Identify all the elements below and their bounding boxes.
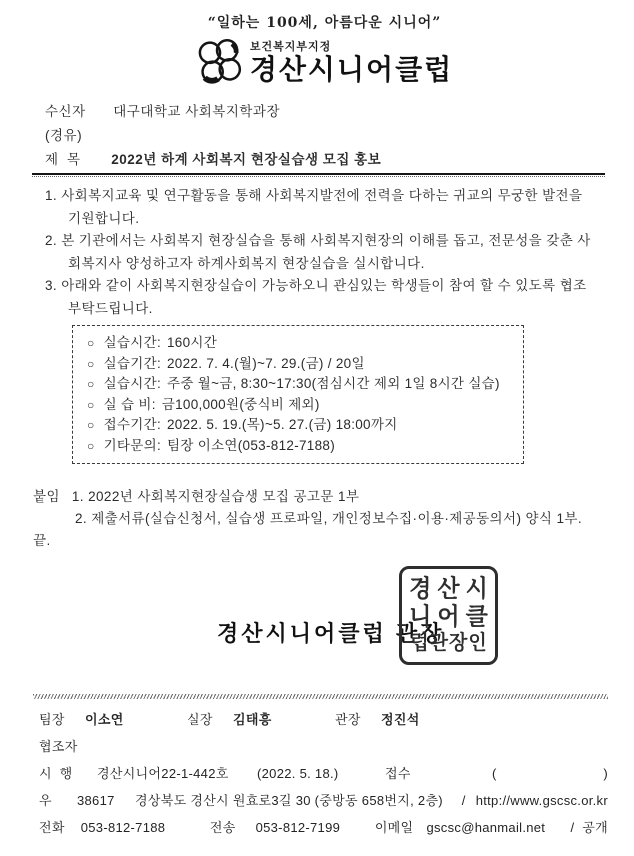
paragraph-line: 회복지사 양성하고자 하계사회복지 현장실습을 실시합니다. [68, 255, 425, 271]
recipient-value: 대구대학교 사회복지학과장 [113, 104, 281, 119]
attachment-row [45, 508, 604, 530]
receipt-paren-open: ( [492, 766, 497, 781]
slogan-text: “일하는 100세, 아름다운 시니어” [207, 15, 442, 31]
approver-name: 정진석 [381, 712, 420, 727]
list-item [87, 395, 515, 416]
seal-text-row: 경산시 [409, 573, 494, 602]
item-label: 실습시간 [103, 335, 157, 350]
item-colon: : [151, 396, 156, 412]
via-line [45, 124, 604, 148]
receipt-paren-close: ) [603, 766, 608, 781]
tel-label: 전화 [39, 820, 65, 835]
document-end-mark: 끝. [33, 533, 51, 548]
approver-role: 관장 [335, 712, 361, 727]
paragraph-line: 3. 아래와 같이 사회복지현장실습이 가능하오니 관심있는 학생들이 참여 할 수 있도록 협조 [45, 278, 587, 293]
cooperator-row [39, 733, 608, 760]
paragraph [45, 230, 604, 275]
cooperator-label: 협조자 [39, 739, 78, 754]
footer-hatched-divider [33, 694, 608, 699]
attachments-section [33, 486, 604, 552]
item-value: 주중 월~금, 8:30~17:30(점심시간 제외 1일 8시간 실습) [167, 376, 500, 391]
contact-row [39, 814, 608, 841]
postal-label: 우 [39, 793, 52, 808]
fax-label: 전송 [209, 820, 236, 835]
attachments-label: 붙임 [33, 489, 60, 504]
document-footer [39, 706, 608, 841]
postal-code: 38617 [77, 793, 115, 808]
issuance-date: (2022. 5. 18.) [257, 766, 339, 781]
receipt-blank [492, 760, 608, 787]
list-item [87, 354, 515, 375]
list-item [87, 415, 515, 436]
org-logo [45, 38, 604, 88]
item-value: 금100,000원(중식비 제외) [161, 396, 320, 412]
list-item [87, 374, 515, 395]
address-row [39, 787, 608, 814]
practicum-info-box [72, 325, 524, 464]
circle-bullet-icon: ○ [87, 356, 95, 371]
via-label: (경유) [45, 128, 83, 143]
item-value: 2022. 7. 4.(월)~7. 29.(금) / 20일 [167, 355, 365, 371]
seal-text-row: 니어클 [409, 601, 494, 630]
receipt-label: 접수 [385, 766, 411, 781]
circle-bullet-icon: ○ [87, 397, 95, 412]
address-text: 경상북도 경산시 원효로3길 30 (중방동 658번지, 2층) [135, 793, 443, 808]
item-label: 접수기간 [103, 417, 157, 432]
tel-number: 053-812-7188 [80, 820, 166, 835]
website-url: http://www.gscsc.or.kr [475, 793, 608, 808]
approvers-row [39, 706, 608, 733]
issuance-row [39, 760, 608, 787]
item-label: 실습기간 [103, 355, 157, 371]
paragraph-line: 부탁드립니다. [68, 300, 153, 316]
attachment-row [33, 486, 604, 508]
item-value: 160시간 [167, 335, 218, 350]
attachment-item: 2. 제출서류(실습신청서, 실습생 프로파일, 개인정보수집·이용·제공동의서) 양식 1부. [75, 511, 583, 526]
subject-line [45, 148, 604, 172]
item-colon: : [156, 417, 161, 432]
logo-org-name: 경산시니어클럽 [249, 54, 454, 85]
issuance-doc-number: 경산시니어22-1-442호 [97, 766, 229, 781]
disclosure-label: 공개 [582, 820, 608, 835]
approver-role: 팀장 [39, 712, 65, 727]
header-divider [32, 173, 605, 177]
circle-bullet-icon: ○ [87, 377, 95, 391]
disclosure-separator: / [570, 820, 575, 835]
paragraph-line: 1. 사회복지교육 및 연구활동을 통해 사회복지발전에 전력을 다하는 귀교의 무궁한 발전을 [45, 188, 583, 203]
item-label: 기타문의 [103, 437, 157, 453]
subject-value: 2022년 하계 사회복지 현장실습생 모집 홍보 [111, 152, 382, 167]
approver-name: 이소연 [85, 712, 124, 727]
logo-certification-text: 보건복지부지정 [249, 41, 332, 53]
circle-bullet-icon: ○ [87, 438, 95, 453]
recipient-label: 수신자 [45, 104, 86, 119]
fax-number: 053-812-7199 [255, 820, 341, 835]
signature-title: 경산시니어클럽 관장 [217, 621, 445, 646]
item-colon: : [156, 355, 161, 371]
list-item [87, 436, 515, 457]
website-group [462, 787, 608, 814]
paragraph [45, 275, 604, 320]
paragraph-line: 2. 본 기관에서는 사회복지 현장실습을 통해 사회복지현장의 이해를 돕고, 전문성을 갖춘 사 [45, 233, 591, 248]
item-colon: : [156, 376, 161, 391]
address-separator: / [461, 793, 466, 808]
attachment-item: 1. 2022년 사회복지현장실습생 모집 공고문 1부 [71, 489, 360, 504]
paragraph-line: 기원합니다. [68, 210, 140, 226]
email-label: 이메일 [374, 820, 414, 835]
item-colon: : [156, 437, 161, 453]
official-seal-stamp [399, 566, 498, 665]
circle-bullet-icon: ○ [87, 336, 95, 350]
subject-label: 제 목 [45, 152, 81, 167]
email-address: gscsc@hanmail.net [426, 820, 546, 835]
seal-text-row: 럽관장인 [410, 631, 488, 654]
approver-name: 김태흥 [233, 712, 272, 727]
flower-logo-icon [196, 38, 244, 86]
recipient-line [45, 100, 604, 124]
item-value: 2022. 5. 19.(목)~5. 27.(금) 18:00까지 [167, 417, 398, 432]
approver-role: 실장 [187, 712, 213, 727]
list-item [87, 333, 515, 354]
item-label: 실 습 비 [103, 396, 152, 412]
item-label: 실습시간 [103, 376, 157, 391]
paragraph [45, 185, 604, 230]
item-value: 팀장 이소연(053-812-7188) [167, 437, 336, 453]
document-header [45, 100, 604, 177]
issuance-label: 시 행 [39, 766, 73, 781]
item-colon: : [156, 335, 161, 350]
circle-bullet-icon: ○ [87, 418, 95, 432]
document-body [33, 185, 604, 552]
